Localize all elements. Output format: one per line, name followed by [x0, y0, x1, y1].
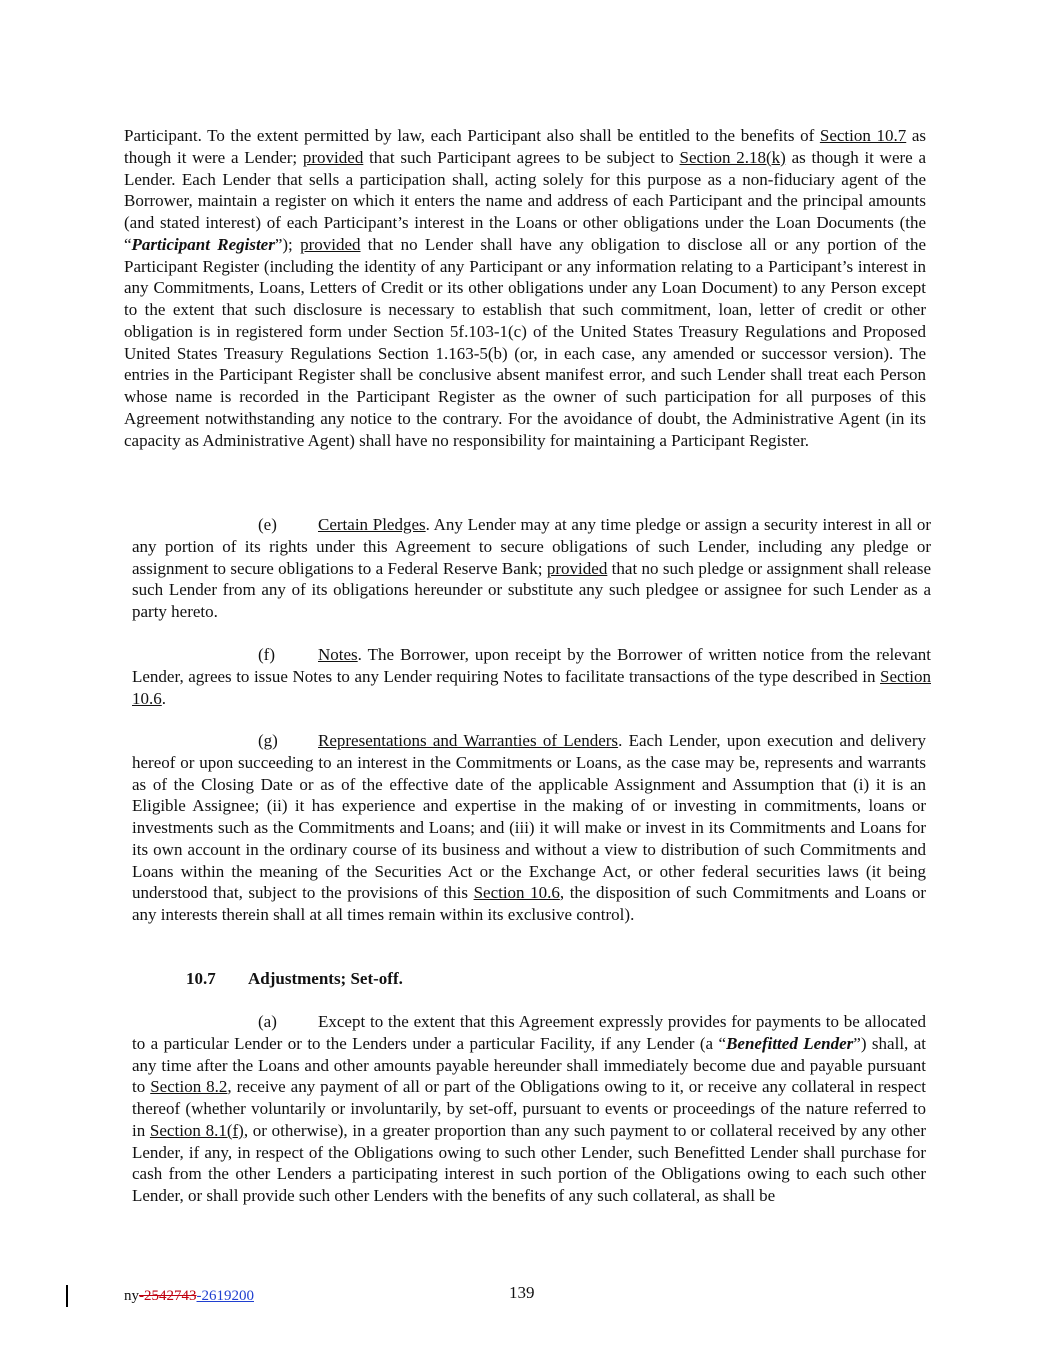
document-id — [124, 1287, 254, 1305]
section-number: 10.7 — [186, 969, 216, 988]
proviso-term: provided — [546, 558, 608, 578]
clause-label: (f) — [258, 645, 275, 664]
paragraph-participant-register — [124, 125, 926, 451]
clause-label: (e) — [258, 515, 277, 534]
section-reference: Section 8.1(f) — [149, 1120, 244, 1140]
proviso-term: provided — [302, 147, 364, 167]
text: that no Lender shall have any obligation to disclose all or any portion of the Participant Register (including the identity of any Participant or any information relating to a Participant’s interest in any Commitments, Loans, Letters of Credit or its other obligations under any Loan Document) to any Person except to the extent that such disclosure is necessary to establish that such commitment, loan, letter of credit or other obligation is in registered form under Section 5f.103-1(c) of the United States Treasury Regulations and Proposed United States Treasury Regulations Section 1.163-5(b) (or, in each case, any amended or successor version). The entries in the Participant Register shall be conclusive absent manifest error, and such Lender shall treat each Person whose name is recorded in the Participant Register as the owner of such participation for all purposes of this Agreement notwithstanding any notice to the contrary. For the avoidance of doubt, the Administrative Agent (in its capacity as Administrative Agent) shall have no responsibility for maintaining a Participant Register. — [124, 234, 926, 450]
paragraph-g-representations — [132, 730, 926, 926]
page-number: 139 — [509, 1283, 535, 1302]
clause-title: Certain Pledges — [318, 515, 426, 534]
section-heading — [186, 968, 403, 990]
text: that such Participant agrees to be subject to — [363, 147, 680, 167]
text: as though it were a Lender; — [124, 126, 926, 167]
text: as though it were a Lender. Each Lender that sells a participation shall, acting solely for this purpose as a non-fiduciary agent of the Borrower, maintain a register on which it enters the name and address of each Participant and the principal amounts (and stated interest) of each Participant’s interest in the Loans or other obligations under the Loan Documents (the “ — [124, 147, 926, 254]
text: that no such pledge or assignment shall release such Lender from any of its obligations hereunder or substitute any such pledgee or assignee for such Lender as a party hereto. — [132, 558, 931, 621]
text: , the disposition of such Commitments and Loans or any interests therein shall at all times remain within its exclusive control). — [132, 883, 926, 924]
defined-term: Benefitted Lender — [726, 1033, 854, 1053]
defined-term: Participant Register — [131, 234, 275, 254]
text: . — [161, 688, 166, 708]
section-reference: Section 2.18(k) — [679, 147, 786, 167]
paragraph-a-adjustments — [132, 1011, 926, 1207]
section-reference: Section 10.6 — [473, 883, 560, 903]
paragraph-e-certain-pledges — [132, 514, 931, 623]
text: , receive any payment of all or part of the Obligations owing to it, or receive any collateral in respect thereof (whether voluntarily or involuntarily, by set-off, pursuant to events or proceedings of the nature referred to in — [132, 1077, 926, 1140]
text: . The Borrower, upon receipt by the Borrower of written notice from the relevant Lender, agrees to issue Notes to any Lender requiring Notes to facilitate transactions of the type described in — [132, 645, 931, 686]
inserted-document-id: -2619200 — [196, 1288, 254, 1304]
section-reference: Section 10.6 — [132, 666, 931, 708]
clause-title: Representations and Warranties of Lenders — [318, 731, 619, 750]
text: ”) shall, at any time after the Loans and other amounts payable hereunder shall immediately become due and payable pursuant to — [132, 1033, 926, 1097]
clause-label: (a) — [258, 1012, 277, 1031]
text: . Each Lender, upon execution and delivery hereof or upon succeeding to an interest in the Commitments or Loans, as the case may be, represents and warrants as of the Closing Date or as of the effective date of the applicable Assignment and Assumption that (i) it is an Eligible Assignee; (ii) it has experience and expertise in the making of or investing in commitments, loans or investments such as the Commitments and Loans; and (iii) it will make or invest in its Commitments and Loans for its own account in the ordinary course of its business and without a view to distribution of such Commitments and Loans within the meaning of the Securities Act or the Exchange Act, or other federal securities laws (it being understood that, subject to the provisions of this — [132, 731, 926, 903]
text: Except to the extent that this Agreement expressly provides for payments to be allocated to a particular Lender or to the Lenders under a particular Facility, if any Lender (a “ — [132, 1012, 926, 1053]
document-id-prefix: ny — [124, 1288, 139, 1304]
section-reference: Section 8.2 — [150, 1077, 228, 1097]
section-title: Adjustments; Set-off. — [248, 969, 403, 988]
paragraph-f-notes — [132, 644, 931, 709]
change-bar — [66, 1285, 68, 1307]
text: Participant. To the extent permitted by law, each Participant also shall be entitled to the benefits of — [124, 126, 820, 145]
text: ”); — [274, 234, 301, 254]
text: . Any Lender may at any time pledge or assign a security interest in all or any portion of its rights under this Agreement to secure obligations of such Lender, including any pledge or assignment to secure obligations to a Federal Reserve Bank; — [132, 515, 932, 578]
proviso-term: provided — [300, 234, 361, 254]
section-reference: Section 10.7 — [819, 126, 907, 145]
text: , or otherwise), in a greater proportion than any such payment to or collateral received by any other Lender, if any, in respect of the Obligations owing to such other Lender, such Benefitted Lender shall purchase for cash from the other Lenders a participating interest in such portion of the Obligations owing to each such other Lender, or shall provide such other Lenders with the benefits of any such collateral, as shall be — [132, 1120, 926, 1205]
deleted-document-id: -2542743 — [139, 1288, 197, 1304]
clause-label: (g) — [258, 731, 278, 750]
clause-title: Notes — [318, 645, 358, 664]
